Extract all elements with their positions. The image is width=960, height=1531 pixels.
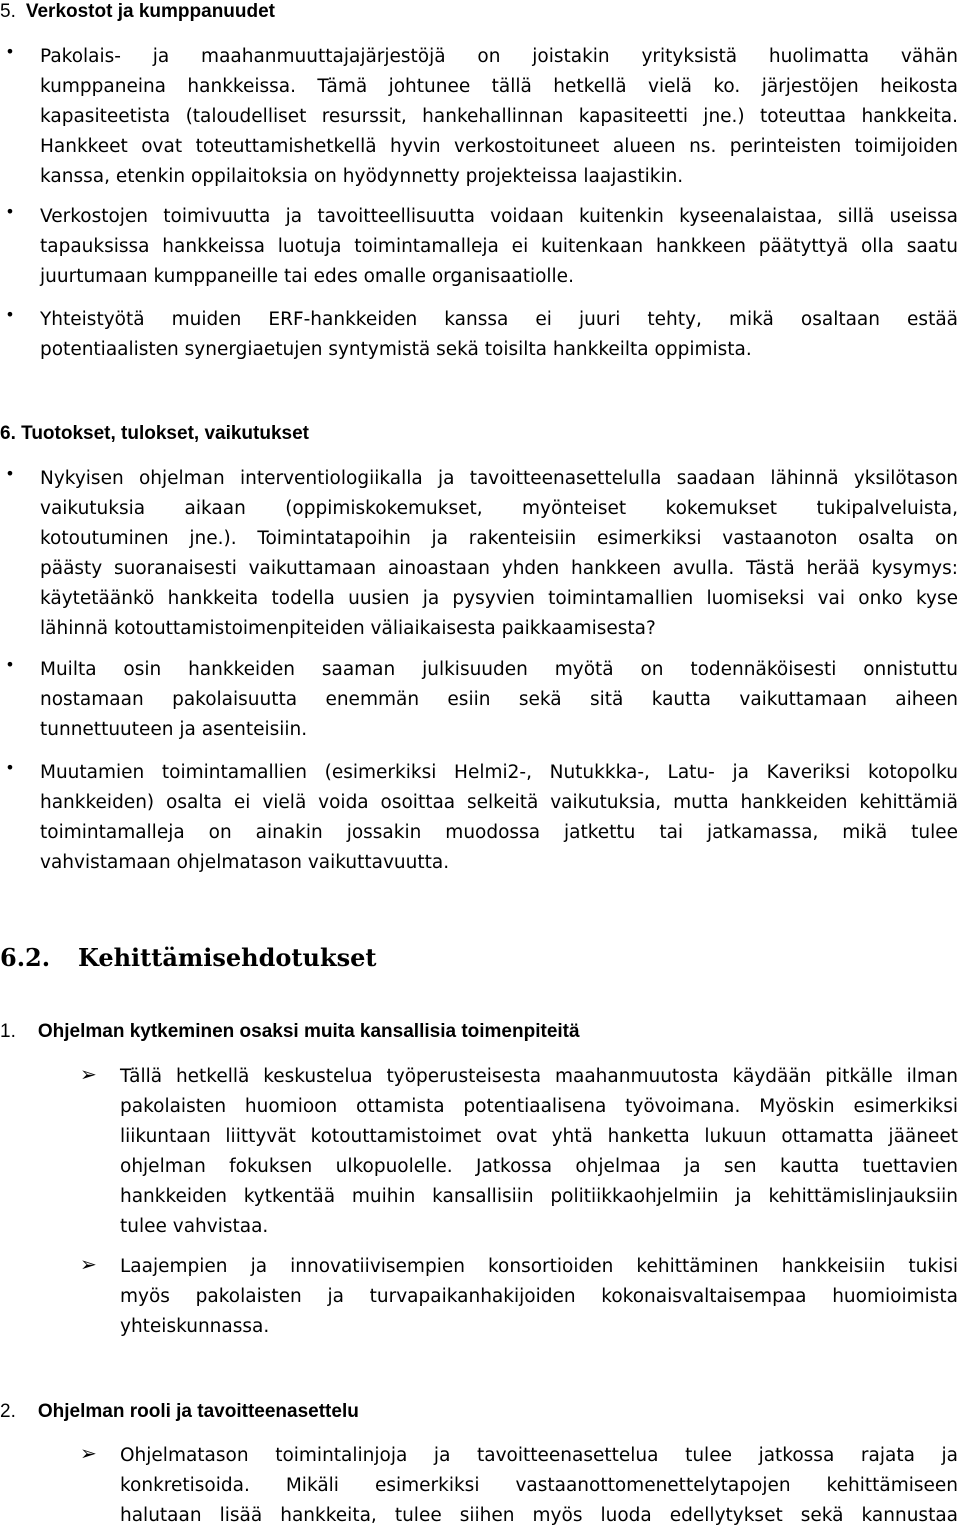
subsection-number: 6.2. bbox=[0, 943, 51, 972]
text-line: Muutamien toimintamallien (esimerkiksi Helmi2-, Nutukkka-, Latu- ja Kaveriksi kotopolku bbox=[40, 762, 958, 783]
text-line: lähinnä kotouttamistoimenpiteiden väliaikaisesta paikkaamisesta? bbox=[40, 618, 656, 639]
text-line: vaikutuksia aikaan (oppimiskokemukset, myönteiset kokemukset tukipalveluista, bbox=[40, 498, 958, 519]
list-item bbox=[5, 202, 958, 292]
list-item bbox=[5, 655, 958, 745]
text-line: toimintamalleja on ainakin jossakin muodossa jatkettu tai jatkamassa, mikä tulee bbox=[40, 822, 958, 843]
section-title: 6. Tuotokset, tulokset, vaikutukset bbox=[0, 423, 310, 444]
list-item bbox=[5, 305, 958, 365]
text-line: Laajempien ja innovatiivisempien konsortioiden kehittäminen hankkeisiin tukisi bbox=[120, 1256, 958, 1277]
text-line: Verkostojen toimivuutta ja tavoitteellisuutta voidaan kuitenkin kyseenalaistaa, sillä useissa bbox=[40, 206, 958, 227]
section-6-heading bbox=[0, 423, 309, 445]
text-line: päästy suoranaisesti vaikuttamaan ainoastaan yhden hankkeen avulla. Tästä herää kysymys: bbox=[40, 558, 958, 579]
proposal-title: Ohjelman kytkeminen osaksi muita kansallisia toimenpiteitä bbox=[37, 1021, 580, 1042]
text-line: käytetäänkö hankkeita todella uusien ja pysyvien toimintamallien luomiseksi vai onko kyse bbox=[40, 588, 958, 609]
bullet-icon: • bbox=[5, 42, 15, 61]
text-line: vahvistamaan ohjelmatason vaikuttavuutta. bbox=[40, 852, 450, 873]
proposal-number: 2. bbox=[0, 1401, 16, 1422]
list-item bbox=[5, 758, 958, 878]
text-line: ohjelman fokuksen ulkopuolelle. Jatkossa ohjelmaa ja sen kautta tuettavien bbox=[120, 1156, 958, 1177]
text-line: juurtumaan kumppaneille tai edes omalle organisaatiolle. bbox=[40, 266, 574, 287]
subsection-6-2-heading bbox=[0, 943, 376, 972]
text-line: myös pakolaisten ja turvapaikanhakijoiden kokonaisvaltaisempaa huomioimista bbox=[120, 1286, 958, 1307]
text-line: potentiaalisten synergiaetujen syntymistä sekä toisilta hankkeilta oppimista. bbox=[40, 339, 752, 360]
section-title: Verkostot ja kumppanuudet bbox=[25, 1, 276, 22]
text-line: hankkeiden) osalta ei vielä voida osoittaa selkeitä vaikutuksia, mutta hankkeiden kehittämiä bbox=[40, 792, 958, 813]
text-line: Muilta osin hankkeiden saaman julkisuuden myötä on todennäköisesti onnistuttu bbox=[40, 659, 958, 680]
text-line: hankkeiden kytkentää muihin kansallisiin politiikkaohjelmiin ja kehittämislinjauksiin bbox=[120, 1186, 958, 1207]
list-item bbox=[80, 1062, 958, 1242]
section-5-heading bbox=[0, 1, 275, 23]
list-item bbox=[5, 464, 958, 644]
list-item bbox=[80, 1252, 958, 1342]
bullet-icon: • bbox=[5, 758, 15, 777]
list-item bbox=[5, 42, 958, 192]
text-line: yhteiskunnassa. bbox=[120, 1316, 270, 1337]
text-line: Ohjelmatason toimintalinjoja ja tavoitteenasettelua tulee jatkossa rajata ja bbox=[120, 1445, 958, 1466]
arrow-bullet-icon: ➢ bbox=[80, 1252, 97, 1276]
text-line: kotoutuminen jne.). Toimintatapoihin ja rakenteisiin esimerkiksi vastaanoton osalta on bbox=[40, 528, 958, 549]
text-line: Nykyisen ohjelman interventiologiikalla ja tavoitteenasettelulla saadaan lähinnä yksilötason bbox=[40, 468, 958, 489]
arrow-bullet-icon: ➢ bbox=[80, 1062, 97, 1086]
text-line: liikuntaan liittyvät kotouttamistoimet ovat yhtä hanketta lukuun ottamatta jääneet bbox=[120, 1126, 958, 1147]
proposal-1-heading bbox=[0, 1021, 580, 1043]
proposal-title: Ohjelman rooli ja tavoitteenasettelu bbox=[37, 1401, 359, 1422]
text-line: kumppaneina hankkeissa. Tämä johtunee tällä hetkellä vielä ko. järjestöjen heikosta bbox=[40, 76, 958, 97]
bullet-icon: • bbox=[5, 202, 15, 221]
text-line: nostamaan pakolaisuutta enemmän esiin sekä sitä kautta vaikuttamaan aiheen bbox=[40, 689, 958, 710]
arrow-bullet-icon: ➢ bbox=[80, 1441, 97, 1465]
text-line: halutaan lisää hankkeita, tulee siihen myös luoda edellytykset sekä kannustaa bbox=[120, 1505, 958, 1526]
bullet-icon: • bbox=[5, 305, 15, 324]
subsection-title: Kehittämisehdotukset bbox=[78, 943, 377, 972]
text-line: konkretisoida. Mikäli esimerkiksi vastaanottomenettelytapojen kehittämiseen bbox=[120, 1475, 958, 1496]
text-line: kapasiteetista (taloudelliset resurssit, hankehallinnan kapasiteetti jne.) toteuttaa hankkeita. bbox=[40, 106, 958, 127]
text-line: tapauksissa hankkeissa luotuja toimintamalleja ei kuitenkaan hankkeen päätyttyä olla saatu bbox=[40, 236, 958, 257]
text-line: pakolaisten huomioon ottamista potentiaalisena työvoimana. Myöskin esimerkiksi bbox=[120, 1096, 958, 1117]
bullet-icon: • bbox=[5, 464, 15, 483]
text-line: Pakolais- ja maahanmuuttajajärjestöjä on joistakin yrityksistä huolimatta vähän bbox=[40, 46, 958, 67]
section-number: 5. bbox=[0, 1, 16, 22]
text-line: tulee vahvistaa. bbox=[120, 1216, 269, 1237]
list-item bbox=[80, 1441, 958, 1531]
bullet-icon: • bbox=[5, 655, 15, 674]
text-line: kanssa, etenkin oppilaitoksia on hyödynnetty projekteissa laajastikin. bbox=[40, 166, 684, 187]
text-line: Hankkeet ovat toteuttamishetkellä hyvin verkostoituneet alueen ns. perinteisten toimijoiden bbox=[40, 136, 958, 157]
text-line: Yhteistyötä muiden ERF-hankkeiden kanssa ei juuri tehty, mikä osaltaan estää bbox=[40, 309, 958, 330]
proposal-number: 1. bbox=[0, 1021, 16, 1042]
text-line: Tällä hetkellä keskustelua työperusteisesta maahanmuutosta käydään pitkälle ilman bbox=[120, 1066, 958, 1087]
proposal-2-heading bbox=[0, 1401, 359, 1423]
text-line: tunnettuuteen ja asenteisiin. bbox=[40, 719, 308, 740]
